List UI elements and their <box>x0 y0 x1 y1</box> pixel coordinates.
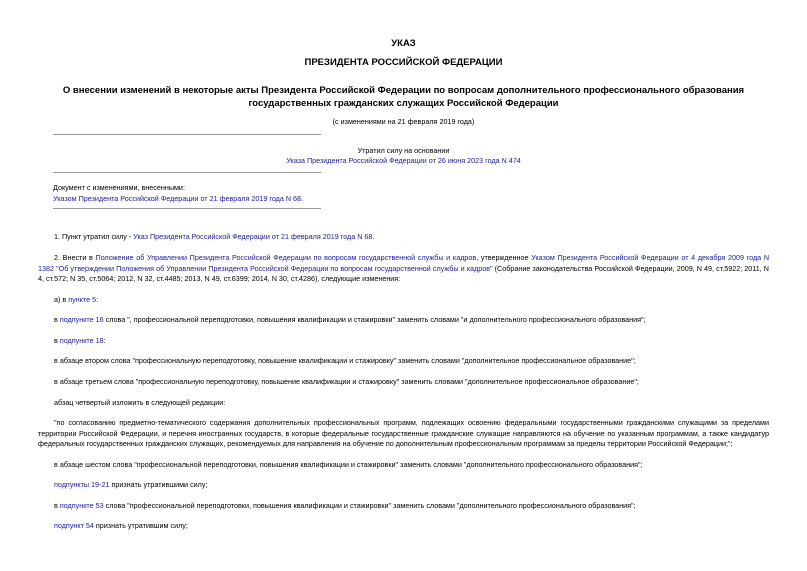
paragraph-a1: в подпункте 16 слова ", профессиональной переподготовки, повышения квалификации и стажировки" заменить словами "и дополнительного профессионального образования"; <box>54 315 646 324</box>
paragraph-2: 2. Внести в Положение об Управлении Президента Российской Федерации по вопросам государственной службы и кадров, утвержденное Указом Президента Российской Федерации от 4 декабря 2009 года N 1382 "Об утверждении Положения об Управлении Президента Российской Федерации по вопросам государственной службы и кадров" (Собрание законодательства Российской Федерации, 2009, N 49, ст.5922; 2011, N 4, ст.572; N 35, ст.5064; 2012, N 32, ст.4485; 2013, N 49, ст.6399; 2014, N 30, ст.4286), следующие изменения: <box>38 253 770 283</box>
divider <box>53 208 321 209</box>
doc-title: УКАЗ <box>391 38 416 49</box>
paragraph-a2: в подпункте 18: <box>54 336 106 345</box>
changes-note: (с изменениями на 21 февраля 2019 года) <box>332 117 475 126</box>
p2-link-decree-title[interactable]: "Об утверждении Положения об Управлении Президента Российской Федерации по вопросам государственной службы и кадров" <box>56 263 493 273</box>
changes-link-line: Указом Президента Российской Федерации от 21 февраля 2019 года N 68. <box>53 194 304 203</box>
p2-link-regulation[interactable]: Положение об Управлении Президента Российской Федерации по вопросам государственной службы и кадров <box>95 253 477 262</box>
paragraph-a6: "по согласованию предметно-тематического содержания дополнительных профессиональных программ, подлежащих освоению федеральными государственными гражданскими служащими за пределами территории Российской Федерации, и перечня иностранных государств, в которые федеральные государственные гражданские служащие направляются на обучение по указанным программам, а также кандидатур федеральных государственных гражданских служащих, рекомендуемых для направления на обучение по дополнительным профессиональным программам за пределы территории Российской Федерации;"; <box>38 418 769 448</box>
paragraph-a9: в подпункте 53 слова "профессиональной переподготовки, повышения квалификации и стажировки" заменить словами "дополнительного профессионального образования"; <box>54 501 636 510</box>
p2-link-decree[interactable]: Указом Президента Российской Федерации от 4 декабря 2009 года N 1382 <box>38 253 770 273</box>
pa2-link[interactable]: подпункте 18 <box>59 336 104 345</box>
paragraph-a8: подпункты 19-21 признать утратившими силу; <box>54 480 208 489</box>
paragraph-a: а) в пункте 5: <box>54 295 99 304</box>
pa1-link[interactable]: подпункте 16 <box>59 315 104 324</box>
changes-label: Документ с изменениями, внесенными: <box>53 183 185 192</box>
pa9-link[interactable]: подпункте 53 <box>59 501 104 510</box>
pa-link[interactable]: пункте 5 <box>68 295 97 304</box>
paragraph-1: 1. Пункт утратил силу - Указ Президента Российской Федерации от 21 февраля 2019 года N 68. <box>54 232 375 241</box>
doc-subject: О внесении изменений в некоторые акты Президента Российской Федерации по вопросам дополнительного профессионального образования государственных гражданских служащих Российской Федерации <box>62 85 745 109</box>
paragraph-a7: в абзаце шестом слова "профессиональной переподготовки, повышения квалификации и стажировки" заменить словами "дополнительного профессионального образования"; <box>54 460 643 469</box>
changes-link[interactable]: Указом Президента Российской Федерации от 21 февраля 2019 года N 68 <box>53 194 302 203</box>
paragraph-a5: абзац четвертый изложить в следующей редакции: <box>54 398 226 407</box>
changes-block <box>53 182 453 204</box>
repeal-link[interactable]: Указа Президента Российской Федерации от 26 июня 2023 года N 474 <box>286 156 521 165</box>
p1-link[interactable]: Указ Президента Российской Федерации от 21 февраля 2019 года N 68 <box>133 232 373 241</box>
divider <box>53 134 321 135</box>
repeal-label: Утратил силу на основании <box>357 146 450 155</box>
paragraph-a3: в абзаце втором слова "профессиональную переподготовку, повышение квалификации и стажировку" заменить словами "дополнительное профессиональное образование"; <box>54 356 636 365</box>
divider <box>53 172 321 173</box>
pa8-link[interactable]: подпункты 19-21 <box>54 480 110 489</box>
paragraph-a10: подпункт 54 признать утратившим силу; <box>54 521 188 530</box>
paragraph-a4: в абзаце третьем слова "профессиональную переподготовку, повышение квалификации и стажировку" заменить словами "дополнительное профессиональное образование"; <box>54 377 639 386</box>
pa10-link[interactable]: подпункт 54 <box>54 521 94 530</box>
doc-issuer: ПРЕЗИДЕНТА РОССИЙСКОЙ ФЕДЕРАЦИИ <box>304 57 503 68</box>
repeal-link-line <box>38 156 769 167</box>
